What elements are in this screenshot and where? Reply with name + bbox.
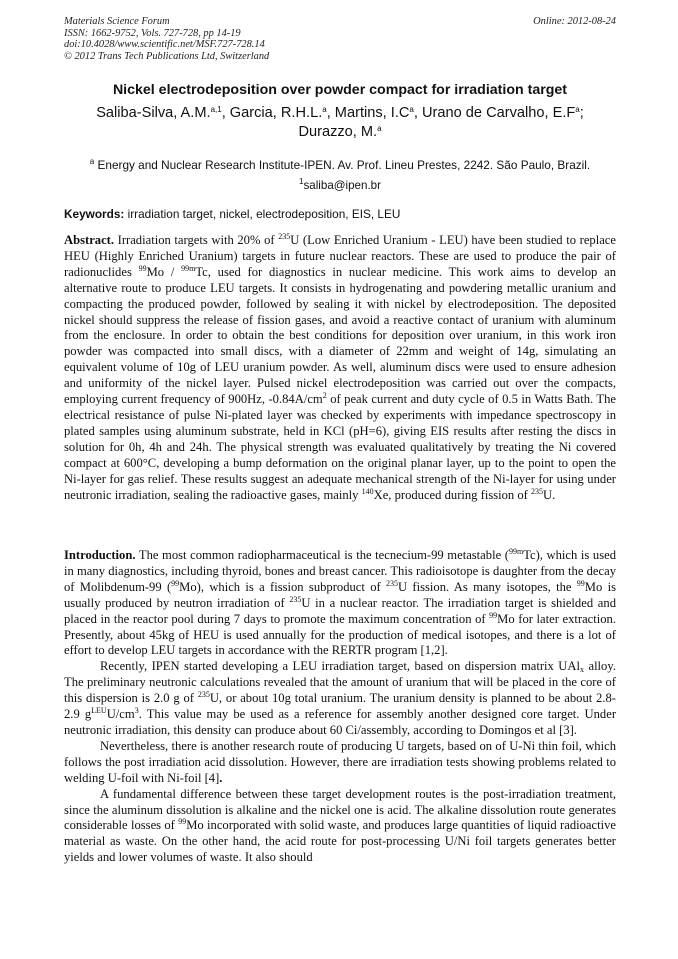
issn-line: ISSN: 1662-9752, Vols. 727-728, pp 14-19 [64, 27, 241, 39]
author-superscript: a,1 [210, 105, 222, 114]
text-run: U/cm [106, 707, 135, 722]
superscript: 235 [278, 232, 291, 241]
copyright-line: © 2012 Trans Tech Publications Ltd, Switzerland [64, 50, 270, 62]
author-superscript: a [409, 105, 414, 114]
superscript: 99 [171, 578, 180, 588]
keywords-text: irradiation target, nickel, electrodeposition, EIS, LEU [124, 207, 401, 221]
text-run: . This value may be used as a reference for assembly another designed core target. Under neutronic irradiation, this density can produce about 60 Ci/assembly, according to Domingos et al [3]. [64, 707, 617, 737]
author-superscript: a [377, 124, 382, 133]
text-run: Tc, used for diagnostics in nuclear medicine. This work aims to develop an alternative route to produce LEU targets. It consists in hydrogenating and powdering metallic uranium and compacting the produced powder, followed by sealing it with nickel by electrodeposition. The deposited nickel should suppress the release of fission gases, and avoid a reactive contact of uranium with aluminum from the enclosure. In order to obtain the best conditions for deposition over uranium, in this work iron powder was compacted into small discs, with a diameter of 22mm and weight of 14g, simulating an equivalent volume of 10g of LEU uranium powder. As well, aluminum discs were used to ensure adhesion and uniformity of the nickel layer. Pulsed nickel electrodeposition was carried out over the compacts, employing current frequency of 900Hz, -0.84A/cm [64, 264, 616, 407]
superscript: 99 [489, 610, 498, 620]
intro-paragraph-2 [64, 659, 616, 739]
superscript: LEU [91, 706, 107, 716]
affiliation-superscript: a [89, 157, 95, 166]
text-run: Xe, produced during fission of [373, 487, 532, 502]
author-superscript: a [575, 105, 580, 114]
text-run: A fundamental difference between these target development routes is the post-irradiation treatment, since the aluminum dissolution is alkaline and the nickel one is acid. The alkaline dissolution route generates considerable losses of [64, 786, 616, 833]
text-run: Mo is usually produced by neutron irradiation of [64, 579, 617, 610]
online-date: Online: 2012-08-24 [533, 16, 616, 27]
text-run: U. [543, 487, 556, 502]
author-separator: ; [579, 105, 584, 121]
superscript: 235 [386, 578, 398, 588]
intro-paragraph-4 [64, 787, 616, 867]
text-run: Mo / [146, 264, 182, 279]
author-list [64, 104, 616, 142]
author-name: Durazzo, M. [298, 124, 378, 140]
superscript: 99m [181, 263, 196, 273]
superscript: 99 [178, 817, 187, 827]
affiliation-text: Energy and Nuclear Research Institute-IPEN. Av. Prof. Lineu Prestes, 2242. São Paulo, Brazil. [94, 158, 591, 172]
text-run: U, or about 10g total uranium. The uranium density is planned to be about 2.8-2.9 g [64, 691, 616, 722]
author-name: , Urano de Carvalho, E.F [413, 105, 576, 121]
text-run: Mo incorporated with solid waste, and produces large quantities of liquid radioactive material as waste. On the other hand, the acid route for post-processing U/Ni foil targets generates better yields and lower volumes of waste. It also should [64, 818, 616, 865]
paper-title: Nickel electrodeposition over powder compact for irradiation target [112, 82, 568, 98]
superscript: 235 [289, 594, 302, 604]
doi-line: doi:10.4028/www.scientific.net/MSF.727-728.14 [64, 39, 265, 51]
superscript: 2 [322, 391, 327, 401]
email-superscript: 1 [299, 177, 304, 186]
text-run: Irradiation targets with 20% of [114, 233, 279, 247]
text-run: Mo), which is a fission subproduct of [179, 579, 386, 594]
keywords-label: Keywords: [64, 207, 125, 221]
text-run: Recently, IPEN started developing a LEU irradiation target, based on dispersion matrix UAl [100, 659, 580, 674]
email-text: saliba@ipen.br [303, 179, 381, 192]
abstract-label: Abstract. [64, 233, 115, 247]
keywords [64, 207, 616, 221]
superscript: 99 [576, 578, 585, 588]
introduction-label: Introduction. [64, 548, 136, 562]
text-run: of peak current and duty cycle of 0.5 in Watts Bath. The electrical resistance of pulse Ni-plated layer was checked by experiments with impedance spectroscopy in plated samples using aluminum substrate, held in KCl (pH=6), giving EIS results after resting the discs in solution for 0h, 4h and 24h. The physical strength was evaluated qualitatively by treating the Ni covered compact at 600°C, developing a bump deformation on the original planar layer, up to the point to open the Ni-layer for gas relief. These results suggest an adequate mechanical strength of the Ni-layer for using under neutronic irradiation, sealing the radioactive gases, mainly [64, 392, 617, 502]
text-run: Nevertheless, there is another research route of producing U targets, based on of U-Ni thin foil, which follows the post irradiation acid dissolution. However, there are irradiation tests showing problems related to welding U-foil with Ni-foil [4] [64, 738, 616, 785]
text-run: Tc), which is used in many diagnostics, including thyroid, bones and breast cancer. This radioisotope is daughter from the decay of Molibdenum-99 ( [64, 548, 616, 594]
introduction-section [64, 548, 616, 866]
superscript: 235 [197, 690, 210, 700]
text-run: Mo for later extraction. Presently, about 45kg of HEU is used annually for the production of medical isotopes, and there is a lot of effort to develop LEU targets in accordance with the RERTR program [1,2]. [64, 611, 616, 658]
author-name: Saliba-Silva, A.M. [96, 105, 211, 121]
superscript: 3 [134, 706, 139, 716]
affiliation [64, 158, 616, 172]
abstract-paragraph [64, 233, 616, 503]
journal-header [64, 16, 616, 62]
text-run: The most common radiopharmaceutical is the tecnecium-99 metastable ( [135, 548, 509, 562]
journal-name: Materials Science Forum [64, 16, 170, 27]
superscript: 235 [531, 486, 544, 496]
intro-paragraph-3 [64, 739, 616, 787]
author-name: , Garcia, R.H.L. [221, 105, 323, 121]
intro-paragraph-1 [64, 548, 616, 659]
text-run: alloy. The preliminary neutronic calculations revealed that the amount of uranium that will be placed in the core of this dispersion is 2.0 g of [64, 659, 616, 706]
superscript: 99m [508, 547, 524, 556]
abstract [64, 233, 616, 503]
superscript: 140 [361, 486, 374, 496]
author-name: , Martins, I.C [326, 105, 410, 121]
text-run: U fission. As many isotopes, the [398, 579, 577, 594]
text-run: . [219, 770, 223, 785]
author-email [64, 179, 616, 192]
superscript: 99 [138, 263, 147, 273]
subscript: x [580, 665, 584, 675]
author-superscript: a [322, 105, 327, 114]
text-run: U (Low Enriched Uranium - LEU) have been studied to replace HEU (Highly Enriched Uranium) targets in future nuclear reactors. These are used to produce the pair of radionuclides [64, 233, 616, 279]
text-run: U in a nuclear reactor. The irradiation target is shielded and placed in the reactor pool during 7 days to promote the maximum concentration of [64, 595, 616, 626]
